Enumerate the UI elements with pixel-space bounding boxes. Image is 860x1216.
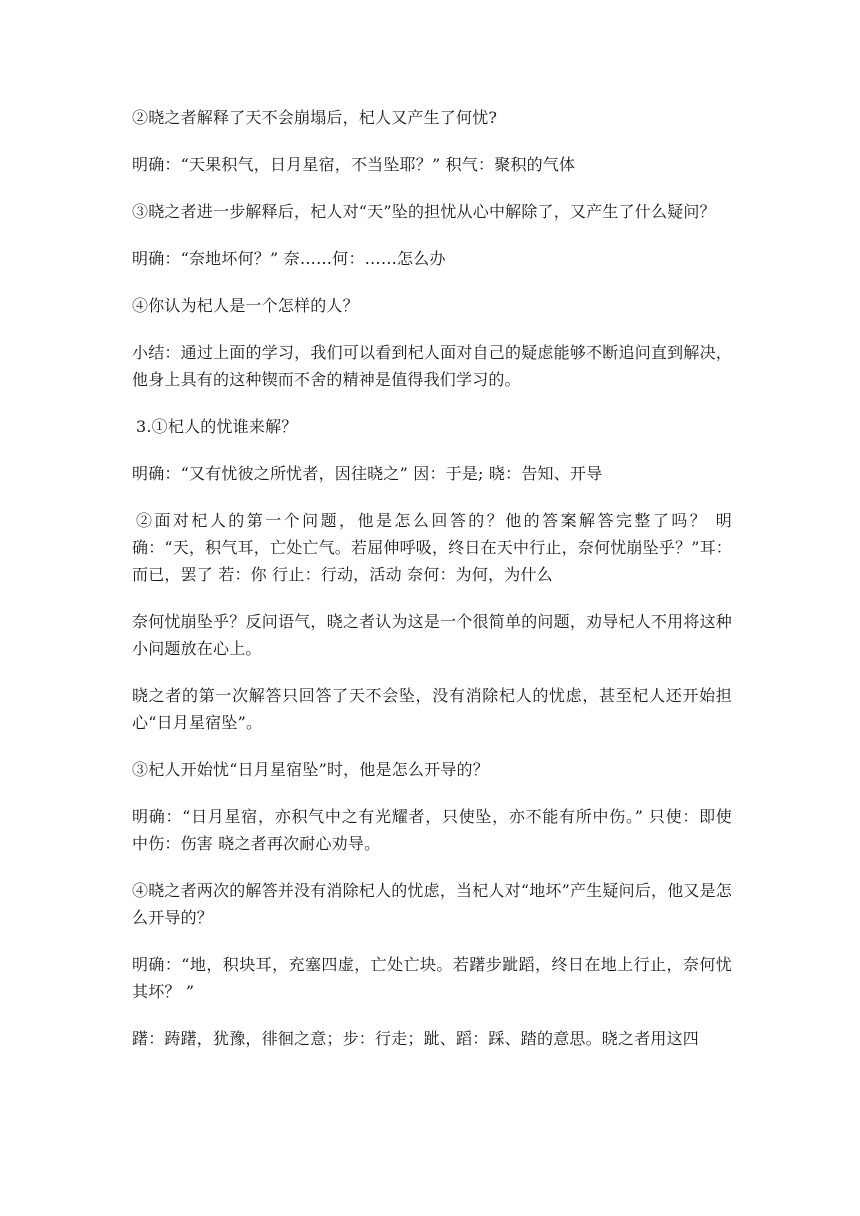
- paragraph-answer-2: 明确：“天果积气，日月星宿，不当坠耶？” 积气：聚积的气体: [132, 155, 576, 174]
- paragraph-question-2: ②晓之者解释了天不会崩塌后，杞人又产生了何忧?: [132, 108, 498, 127]
- paragraph-section-3-question-1: 3.①杞人的忧谁来解？: [136, 417, 298, 436]
- paragraph-section-3-question-2: ②面对杞人的第一个问题，他是怎么回答的？他的答案解答完整了吗？ 明确：“天，积气耳，亡处亡气。若屈伸呼吸，终日在天中行止，奈何忧崩坠乎？”耳：而已，罢了 若：你 行止：行动，活动 奈何：为何，为什么: [132, 511, 732, 584]
- paragraph-vocabulary-note: 躇：踌躇，犹豫，徘徊之意；步：行走；跐、蹈：踩、踏的意思。晓之者用这四: [132, 1029, 700, 1048]
- paragraph-section-3-question-4: ④晓之者两次的解答并没有消除杞人的忧虑，当杞人对“地坏”产生疑问后，他又是怎么开导的？: [132, 881, 732, 927]
- paragraph-first-answer-note: 晓之者的第一次解答只回答了天不会坠，没有消除杞人的忧虑，甚至杞人还开始担心“日月星宿坠”。: [132, 686, 732, 732]
- paragraph-answer-3: 明确：“奈地坏何？” 奈……何：……怎么办: [132, 249, 446, 268]
- paragraph-section-3-answer-1: 明确：“又有忧彼之所忧者，因往晓之” 因：于是; 晓：告知、开导: [132, 464, 603, 483]
- paragraph-question-3: ③晓之者进一步解释后，杞人对“天”坠的担忧从心中解除了，又产生了什么疑问？: [132, 202, 716, 221]
- paragraph-summary: 小结：通过上面的学习，我们可以看到杞人面对自己的疑虑能够不断追问直到解决，他身上具有的这种锲而不舍的精神是值得我们学习的。: [132, 343, 732, 389]
- paragraph-question-4: ④你认为杞人是一个怎样的人？: [132, 296, 359, 315]
- paragraph-rhetorical-note: 奈何忧崩坠乎？反问语气，晓之者认为这是一个很简单的问题，劝导杞人不用将这种小问题放在心上。: [132, 612, 732, 658]
- paragraph-section-3-question-3: ③杞人开始忧“日月星宿坠”时，他是怎么开导的？: [132, 760, 489, 779]
- document-body: [132, 104, 732, 1072]
- paragraph-section-3-answer-3: 明确：“日月星宿，亦积气中之有光耀者，只使坠，亦不能有所中伤。” 只使：即使 中伤：伤害 晓之者再次耐心劝导。: [132, 807, 732, 853]
- paragraph-section-3-answer-4: 明确：“地，积块耳，充塞四虚，亡处亡块。若躇步跐蹈，终日在地上行止，奈何忧其坏？ ”: [132, 955, 732, 1001]
